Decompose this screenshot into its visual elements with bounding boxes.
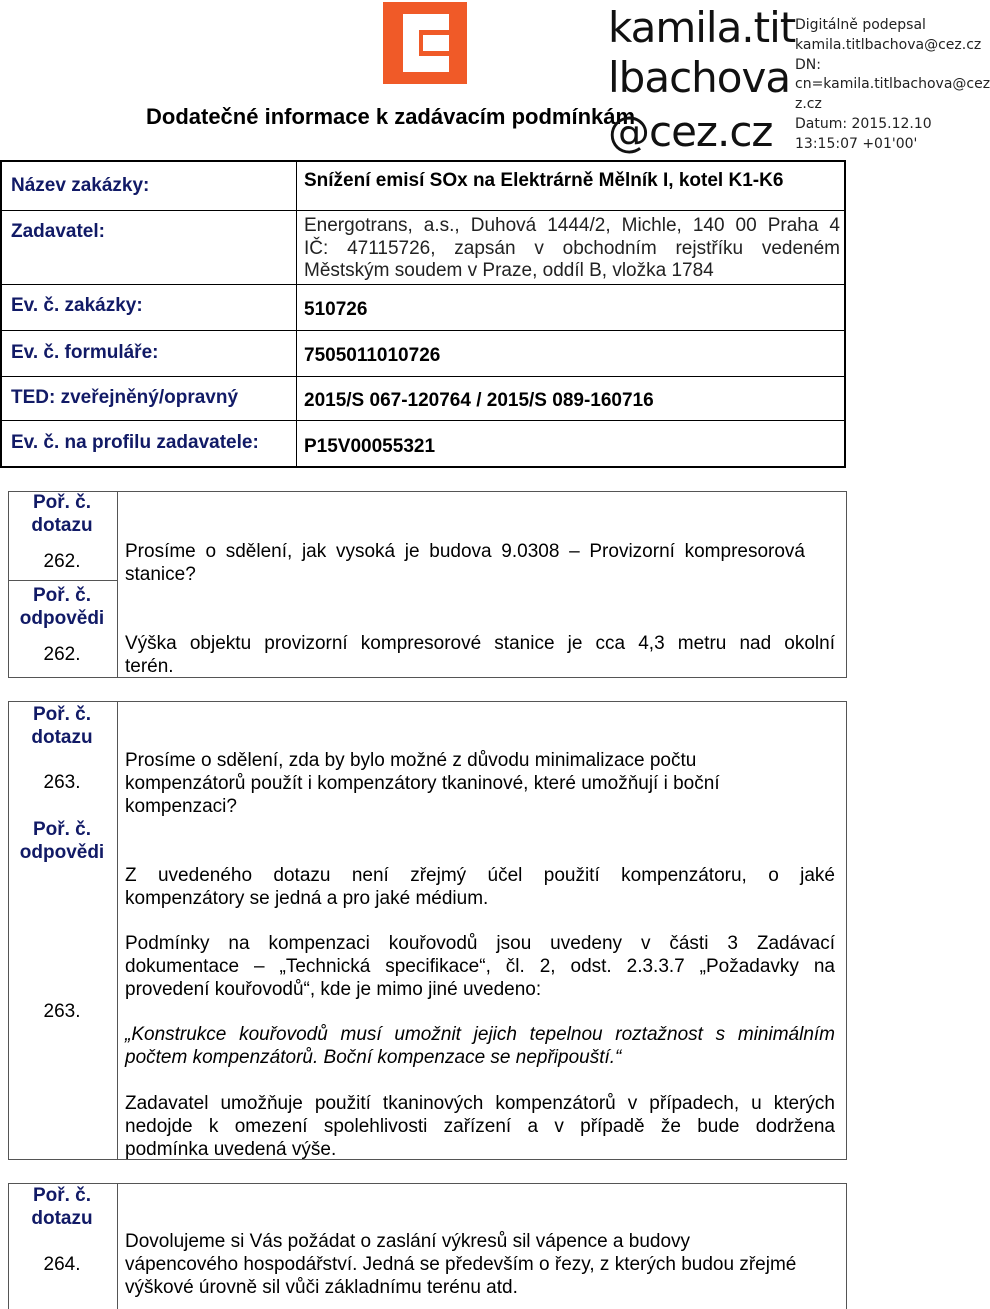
- question-line: vápencového hospodářství. Jedná se především o řezy, z kterých budou zřejmé: [125, 1254, 797, 1275]
- a263-number: 263.: [43, 1001, 81, 1022]
- table-cell-divider: [9, 580, 117, 581]
- q264-label: [8, 1184, 116, 1230]
- ev-formulare-label: Ev. č. formuláře:: [11, 342, 159, 363]
- q264-question: [125, 1230, 835, 1299]
- q262-number: 262.: [43, 551, 81, 572]
- signature-detail-3: DN:: [795, 56, 821, 73]
- signature-name-line-1: kamila.tit: [608, 3, 796, 52]
- q264-number: 264.: [43, 1254, 81, 1275]
- signature-details: [795, 16, 990, 155]
- question-line: Dovolujeme si Vás požádat o zaslání výkresů sil vápence a budovy: [125, 1231, 691, 1252]
- answer-line: terén.: [125, 656, 174, 677]
- answer-line: Z uvedeného dotazu není zřejmý účel použití kompenzátoru, o jaké: [125, 865, 835, 886]
- a262-number: 262.: [43, 644, 81, 665]
- zadavatel-line-3: Městským soudem v Praze, oddíl B, vložka 1784: [304, 260, 714, 281]
- q263-answer-p3: [125, 1092, 835, 1161]
- question-line: výškové úrovně sil vůči základnímu terénu atd.: [125, 1277, 518, 1298]
- q262-question: Prosíme o sdělení, jak vysoká je budova 9.0308 – Provizorní kompresorová stanice?: [125, 541, 805, 585]
- answer-line: Výška objektu provizorní kompresorové stanice je cca 4,3 metru nad okolní: [125, 633, 835, 654]
- info-row-divider: [2, 376, 844, 377]
- profil-label: Ev. č. na profilu zadavatele:: [11, 432, 259, 453]
- table-divider: [117, 1184, 118, 1309]
- signature-detail-5: z.cz: [795, 96, 822, 113]
- answer-line: provedení kouřovodů“, kde je mimo jiné uvedeno:: [125, 979, 542, 1000]
- signature-detail-7: 13:15:07 +01'00': [795, 135, 918, 152]
- ev-formulare-value: 7505011010726: [304, 345, 441, 366]
- a262-label: [8, 584, 116, 630]
- document-title: Dodatečné informace k zadávacím podmínkám: [146, 104, 636, 129]
- dotazu-label: dotazu: [31, 727, 93, 748]
- zadavatel-line-2: IČ: 47115726, zapsán v obchodním rejstříku vedeném: [304, 237, 840, 259]
- zadavatel-label: Zadavatel:: [11, 221, 105, 242]
- ev-zakazky-label: Ev. č. zakázky:: [11, 295, 143, 316]
- answer-line: Podmínky na kompenzaci kouřovodů jsou uvedeny v části 3 Zadávací: [125, 933, 835, 954]
- q262-answer: [125, 632, 835, 678]
- answer-line: podmínka uvedená výše.: [125, 1139, 337, 1160]
- q262-label: [8, 491, 116, 537]
- por-c-label: Poř. č.: [32, 704, 92, 725]
- q263-answer-p1: [125, 864, 835, 910]
- question-line: kompenzátorů použít i kompenzátory tkaninové, které umožňují i boční: [125, 773, 720, 794]
- info-row-divider: [2, 420, 844, 421]
- por-c-label: Poř. č.: [32, 492, 92, 513]
- q263-label: [8, 703, 116, 749]
- question-line: kompenzaci?: [125, 796, 237, 817]
- profil-value: P15V00055321: [304, 436, 436, 457]
- signature-name: [608, 0, 798, 160]
- table-divider: [117, 492, 118, 677]
- a263-label: [8, 818, 116, 864]
- info-row-divider: [2, 210, 844, 211]
- q263-number: 263.: [43, 772, 81, 793]
- q263-answer-quote: [125, 1023, 835, 1069]
- answer-line: dokumentace – „Technická specifikace“, čl. 2, odst. 2.3.3.7 „Požadavky na: [125, 956, 835, 977]
- odpovedi-label: odpovědi: [19, 842, 105, 863]
- ev-zakazky-value: 510726: [304, 299, 368, 320]
- signature-name-line-2: lbachova: [608, 53, 791, 102]
- por-c-label: Poř. č.: [32, 1185, 92, 1206]
- q263-question: [125, 749, 835, 818]
- zadavatel-line-1: Energotrans, a.s., Duhová 1444/2, Michle, 140 00 Praha 4: [304, 215, 840, 236]
- quote-line: „Konstrukce kouřovodů musí umožnit jejich tepelnou roztažnost s minimálním: [125, 1024, 835, 1045]
- signature-name-line-3: @cez.cz: [608, 107, 773, 156]
- nazev-value: Snížení emisí SOx na Elektrárně Mělník I, kotel K1-K6: [304, 170, 784, 191]
- answer-line: kompenzátory se jedná a pro jaké médium.: [125, 888, 489, 909]
- table-divider: [117, 702, 118, 1159]
- info-row-divider: [2, 284, 844, 285]
- signature-detail-4: cn=kamila.titlbachova@cez: [795, 76, 990, 93]
- q263-answer-p2: [125, 932, 835, 1001]
- question-line: Prosíme o sdělení, zda by bylo možné z důvodu minimalizace počtu: [125, 750, 697, 771]
- nazev-label: Název zakázky:: [11, 175, 150, 196]
- quote-line: počtem kompenzátorů. Boční kompenzace se nepřipouští.“: [125, 1047, 622, 1068]
- cez-logo: [383, 2, 467, 84]
- por-c-label: Poř. č.: [32, 585, 92, 606]
- ted-label: TED: zveřejněný/opravný: [11, 387, 239, 408]
- signature-detail-2: kamila.titlbachova@cez.cz: [795, 36, 982, 53]
- signature-detail-1: Digitálně podepsal: [795, 17, 926, 33]
- por-c-label: Poř. č.: [32, 819, 92, 840]
- ted-value: 2015/S 067-120764 / 2015/S 089-160716: [304, 390, 654, 411]
- signature-detail-6: Datum: 2015.12.10: [795, 115, 932, 132]
- dotazu-label: dotazu: [31, 515, 93, 536]
- dotazu-label: dotazu: [31, 1208, 93, 1229]
- zadavatel-value: [304, 215, 840, 283]
- answer-line: nedojde k omezení spolehlivosti zařízení a v případě že bude dodržena: [125, 1116, 835, 1137]
- info-row-divider: [2, 330, 844, 331]
- answer-line: Zadavatel umožňuje použití tkaninových kompenzátorů v případech, u kterých: [125, 1093, 835, 1114]
- odpovedi-label: odpovědi: [19, 608, 105, 629]
